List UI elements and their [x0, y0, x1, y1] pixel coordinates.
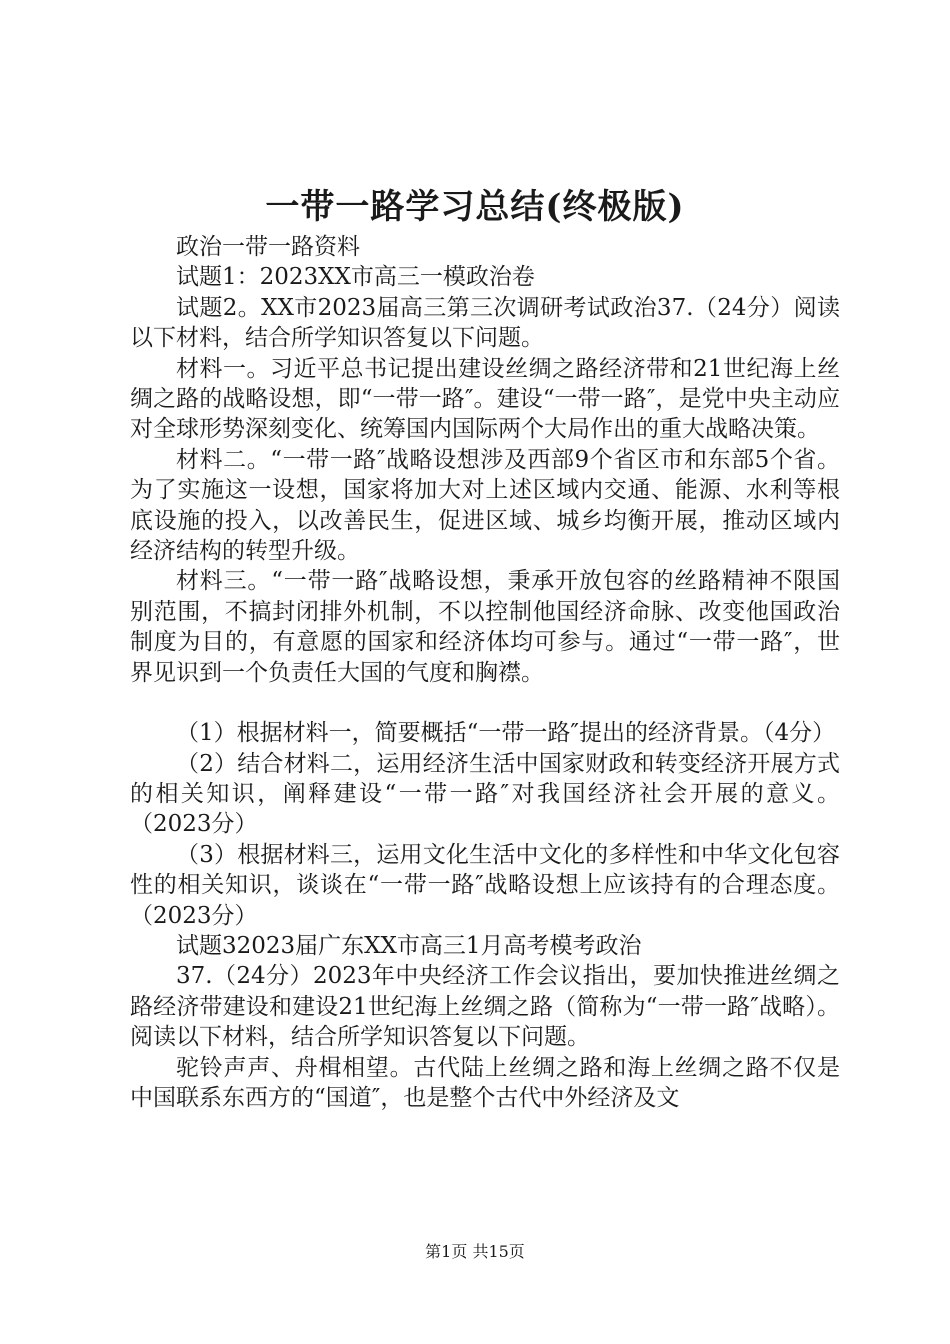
- document-title: 一带一路学习总结(终极版): [265, 187, 685, 227]
- paragraph: 材料一。习近平总书记提出建设丝绸之路经济带和21世纪海上丝绸之路的战略设想，即“一带一路″。建设“一带一路″，是党中央主动应对全球形势深刻变化、统筹国内国际两个大局作出的重大战略决策。: [130, 355, 840, 443]
- document-body: [130, 232, 840, 1113]
- paragraph: 政治一带一路资料: [176, 234, 360, 260]
- paragraph: 试题1：2023XX市高三一模政治卷: [176, 264, 535, 291]
- paragraph: 驼铃声声、舟楫相望。古代陆上丝绸之路和海上丝绸之路不仅是中国联系东西方的“国道″，也是整个古代中外经济及文: [130, 1054, 840, 1111]
- question-paragraph: （1）根据材料一，简要概括“一带一路″提出的经济背景。（4分）: [176, 720, 836, 747]
- paragraph: 材料三。“一带一路″战略设想，秉承开放包容的丝路精神不限国别范围，不搞封闭排外机制，不以控制他国经济命脉、改变他国政治制度为目的，有意愿的国家和经济体均可参与。通过“一带一路″，世界见识到一个负责任大国的气度和胸襟。: [130, 568, 840, 686]
- paragraph: 试题32023届广东XX市高三1月高考模考政治: [176, 932, 642, 959]
- page-number-footer: 第1页 共15页: [425, 1242, 525, 1261]
- paragraph: 37.（24分）2023年中央经济工作会议指出，要加快推进丝绸之路经济带建设和建设21世纪海上丝绸之路（简称为“一带一路″战略）。阅读以下材料，结合所学知识答复以下问题。: [130, 963, 840, 1051]
- paragraph: 试题2。XX市2023届高三第三次调研考试政治37.（24分）阅读以下材料，结合所学知识答复以下问题。: [130, 294, 840, 352]
- question-paragraph: （3）根据材料三，运用文化生活中文化的多样性和中华文化包容性的相关知识，谈谈在“一带一路″战略设想上应该持有的合理态度。（2023分）: [130, 841, 840, 929]
- paragraph: 材料二。“一带一路″战略设想涉及西部9个省区市和东部5个省。为了实施这一设想，国家将加大对上述区域内交通、能源、水利等根底设施的投入，以改善民生，促进区域、城乡均衡开展，推动区域内经济结构的转型升级。: [130, 446, 840, 565]
- question-paragraph: （2）结合材料二，运用经济生活中国家财政和转变经济开展方式的相关知识，阐释建设“一带一路″对我国经济社会开展的意义。（2023分）: [130, 750, 840, 838]
